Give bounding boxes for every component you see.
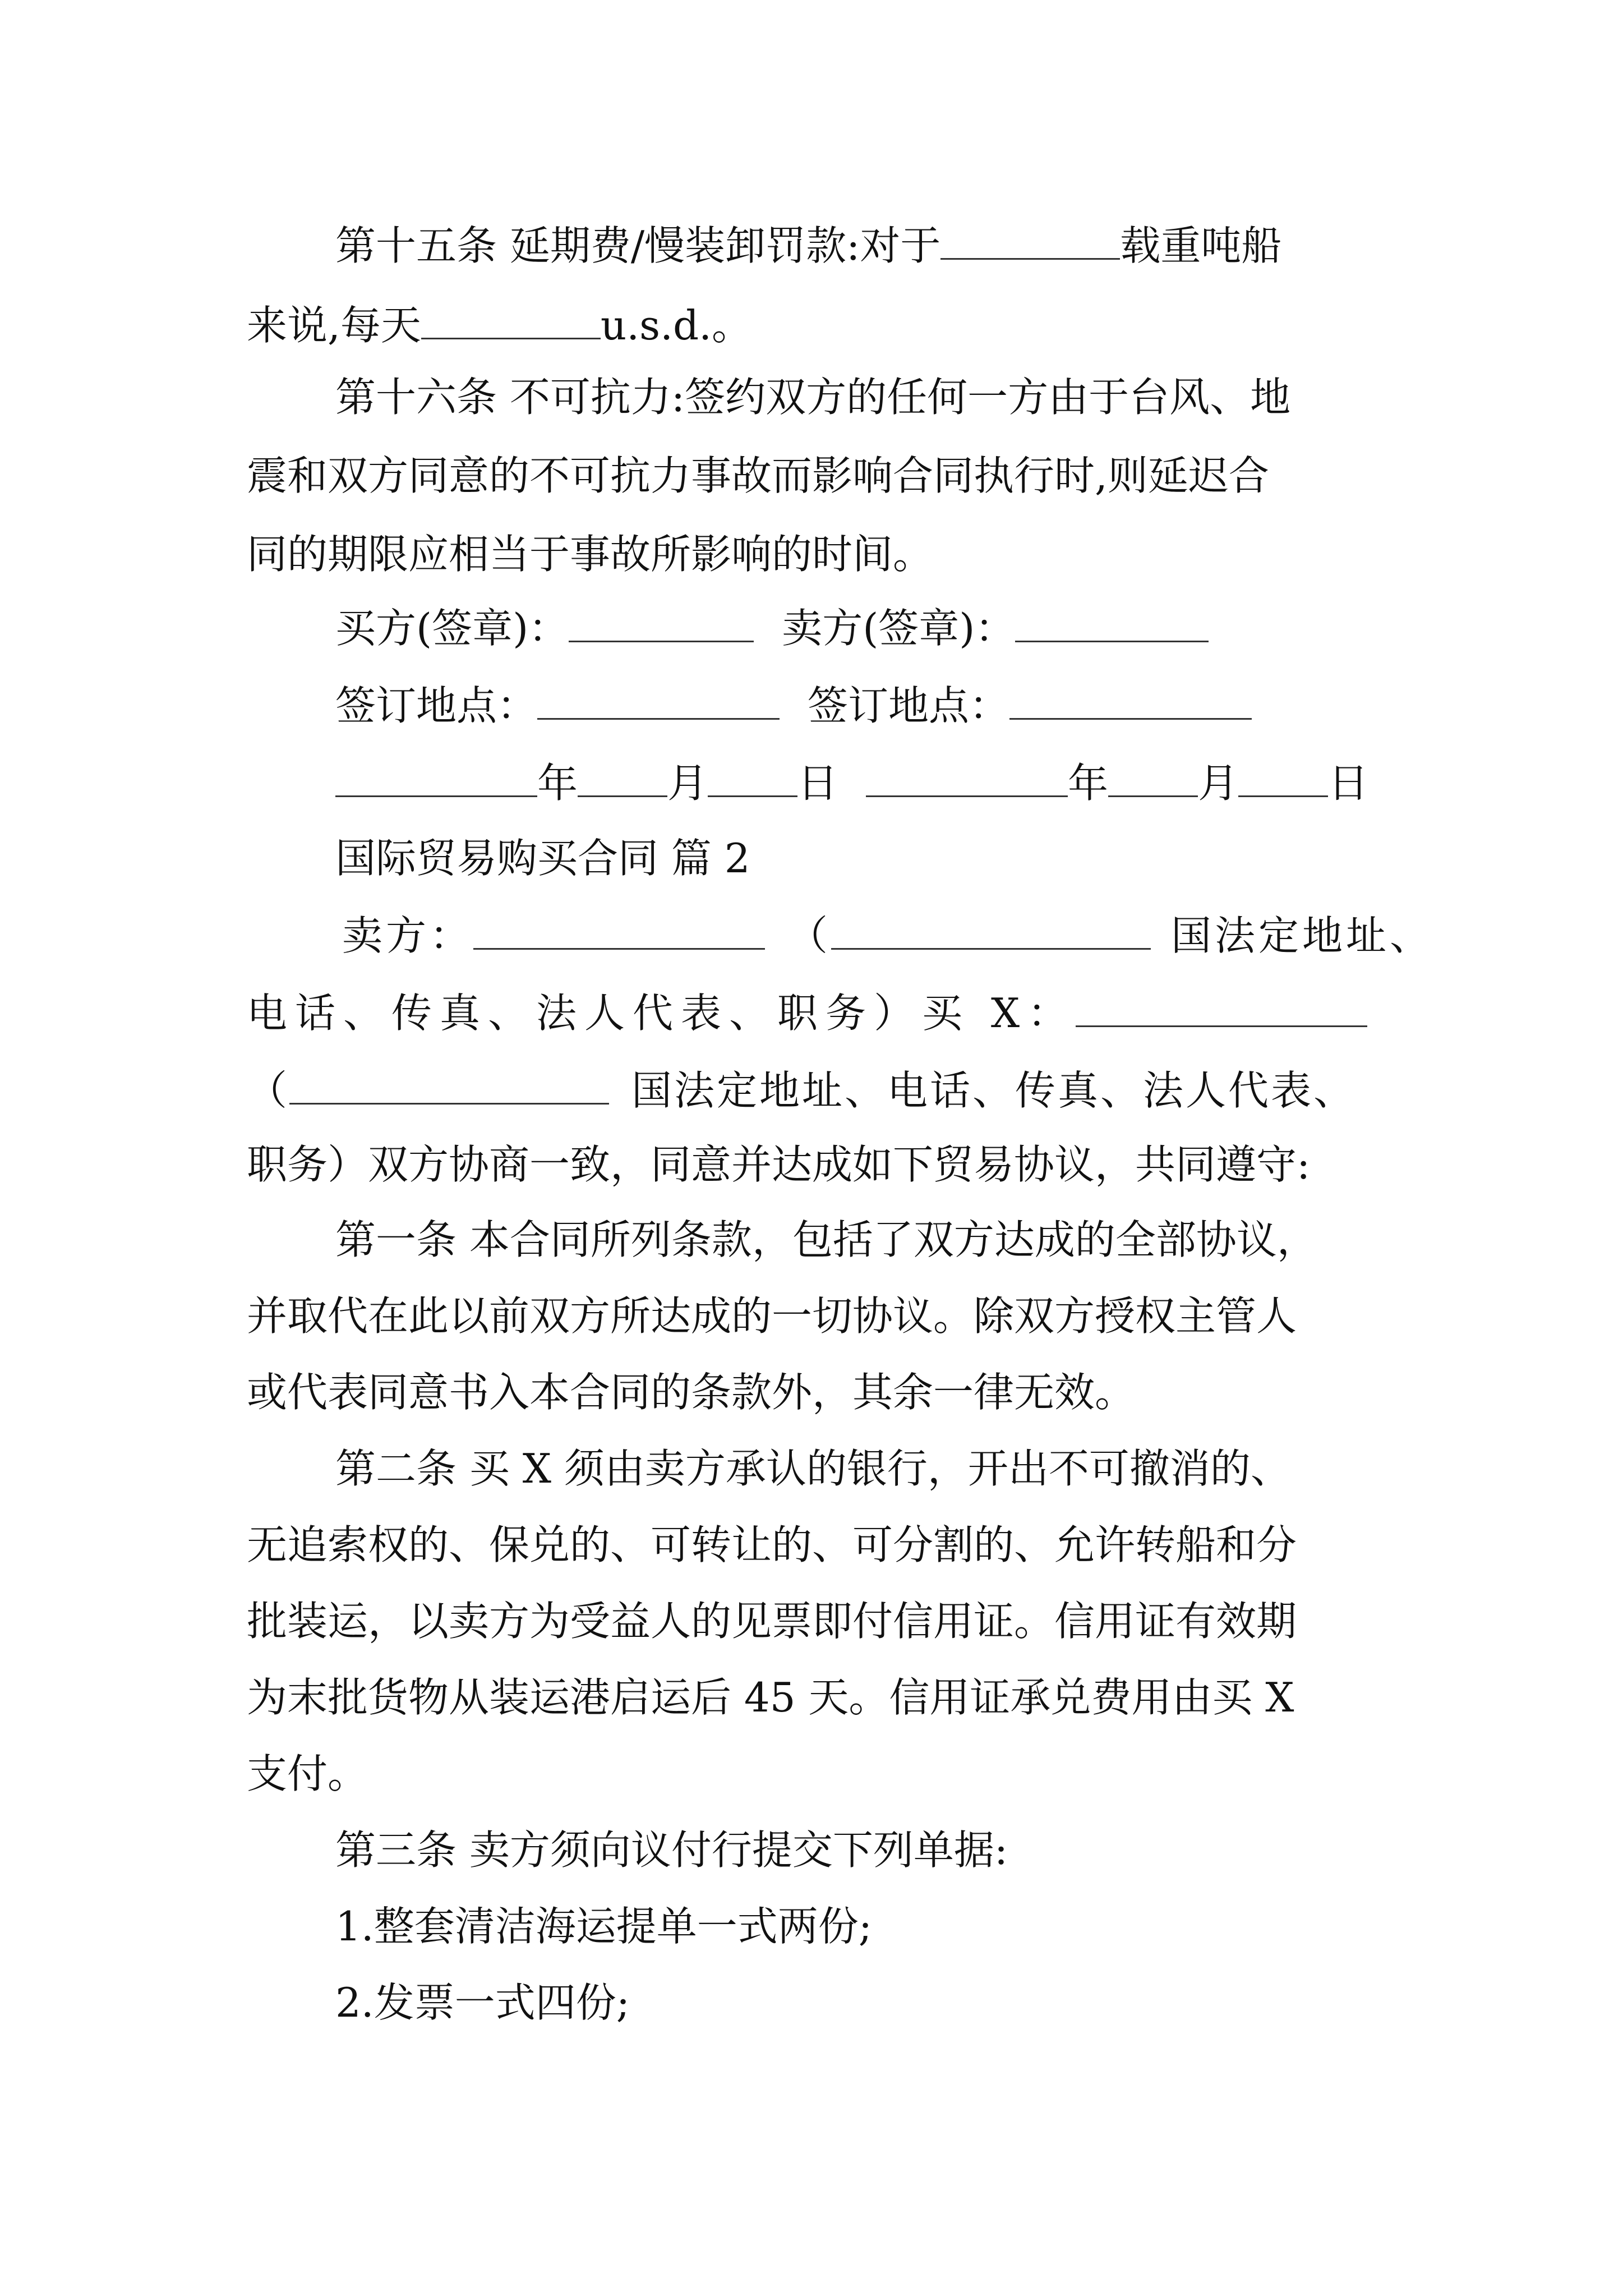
year-label: 年 [1068,760,1109,807]
article-3-line-1: 第三条 卖方须向议付行提交下列单据: [335,1826,1008,1874]
parties-text: 国法定地址、电话、传真、法人代表、 [631,1067,1357,1114]
article-1-line-3: 或代表同意书入本合同的条款外，其余一律无效。 [247,1369,1136,1416]
seller-country-blank [831,913,1151,950]
buyer-place-label: 签订地点： [335,682,538,729]
blank-tonnage [940,223,1120,260]
buyer-signature-blank [569,606,754,642]
article-3-item-1: 1.整套清洁海运提单一式两份; [335,1903,872,1950]
article-15-text: 来说,每天 [247,302,421,349]
article-15-currency: u.s.d.。 [600,302,752,349]
seller-signature-blank [1015,606,1209,642]
article-15-line-1 [335,222,1282,269]
parties-text: 国法定地址、 [1171,912,1434,959]
section-title: 国际贸易购买合同 篇 2 [335,835,750,882]
article-15-line-2 [247,302,752,349]
article-2-line-3: 批装运，以卖方为受益人的见票即付信用证。信用证有效期 [247,1598,1297,1645]
article-2-line-5: 支付。 [247,1750,368,1797]
open-paren: （ [247,1067,290,1114]
signature-line [335,605,1209,652]
seller-place-label: 签订地点： [808,682,1010,729]
buyer-place-blank [537,683,780,720]
seller-name-blank [473,913,765,950]
buyer-month-blank [578,761,667,797]
article-16-line-2: 震和双方同意的不可抗力事故而影响合同执行时,则延迟合 [247,452,1269,499]
year-label: 年 [537,760,578,807]
open-paren: （ [787,912,832,959]
buyer-year-blank [335,761,537,797]
seller-signature-label: 卖方(签章)： [782,605,1016,652]
parties-line-3 [247,1067,1357,1114]
date-line [335,760,1369,807]
buyer-day-blank [708,761,797,797]
month-label: 月 [1198,760,1239,807]
seller-place-blank [1009,683,1252,720]
signing-place-line [335,682,1252,729]
article-3-item-2: 2.发票一式四份; [335,1979,630,2026]
article-16-line-1: 第十六条 不可抗力:签约双方的任何一方由于台风、地 [335,374,1291,421]
parties-line-1 [342,912,1434,959]
article-1-line-2: 并取代在此以前双方所达成的一切协议。除双方授权主管人 [247,1292,1297,1340]
day-label: 日 [797,760,838,807]
parties-line-2 [247,990,1367,1037]
parties-text: 电话、传真、法人代表、职务）买 X： [247,990,1076,1037]
seller-day-blank [1238,761,1328,797]
article-2-line-4: 为末批货物从装运港启运后 45 天。信用证承兑费用由买 X [247,1674,1294,1721]
seller-year-blank [866,761,1068,797]
buyer-signature-label: 买方(签章)： [335,605,569,652]
buyer-name-blank [1076,991,1367,1027]
blank-daily-amount [421,303,601,339]
seller-month-blank [1108,761,1198,797]
article-15-text-end: 载重吨船 [1120,222,1282,269]
parties-line-4: 职务）双方协商一致，同意并达成如下贸易协议，共同遵守: [247,1141,1311,1188]
day-label: 日 [1328,760,1369,807]
article-2-line-2: 无追索权的、保兑的、可转让的、可分割的、允许转船和分 [247,1521,1297,1568]
buyer-country-blank [289,1068,609,1105]
seller-label: 卖方： [342,912,474,959]
article-2-line-1: 第二条 买 X 须由卖方承认的银行，开出不可撤消的、 [335,1445,1291,1492]
article-1-line-1: 第一条 本合同所列条款，包括了双方达成的全部协议， [335,1216,1317,1263]
article-15-text: 第十五条 延期费/慢装卸罚款:对于 [335,222,941,269]
month-label: 月 [667,760,708,807]
article-16-line-3: 同的期限应相当于事故所影响的时间。 [247,531,934,578]
